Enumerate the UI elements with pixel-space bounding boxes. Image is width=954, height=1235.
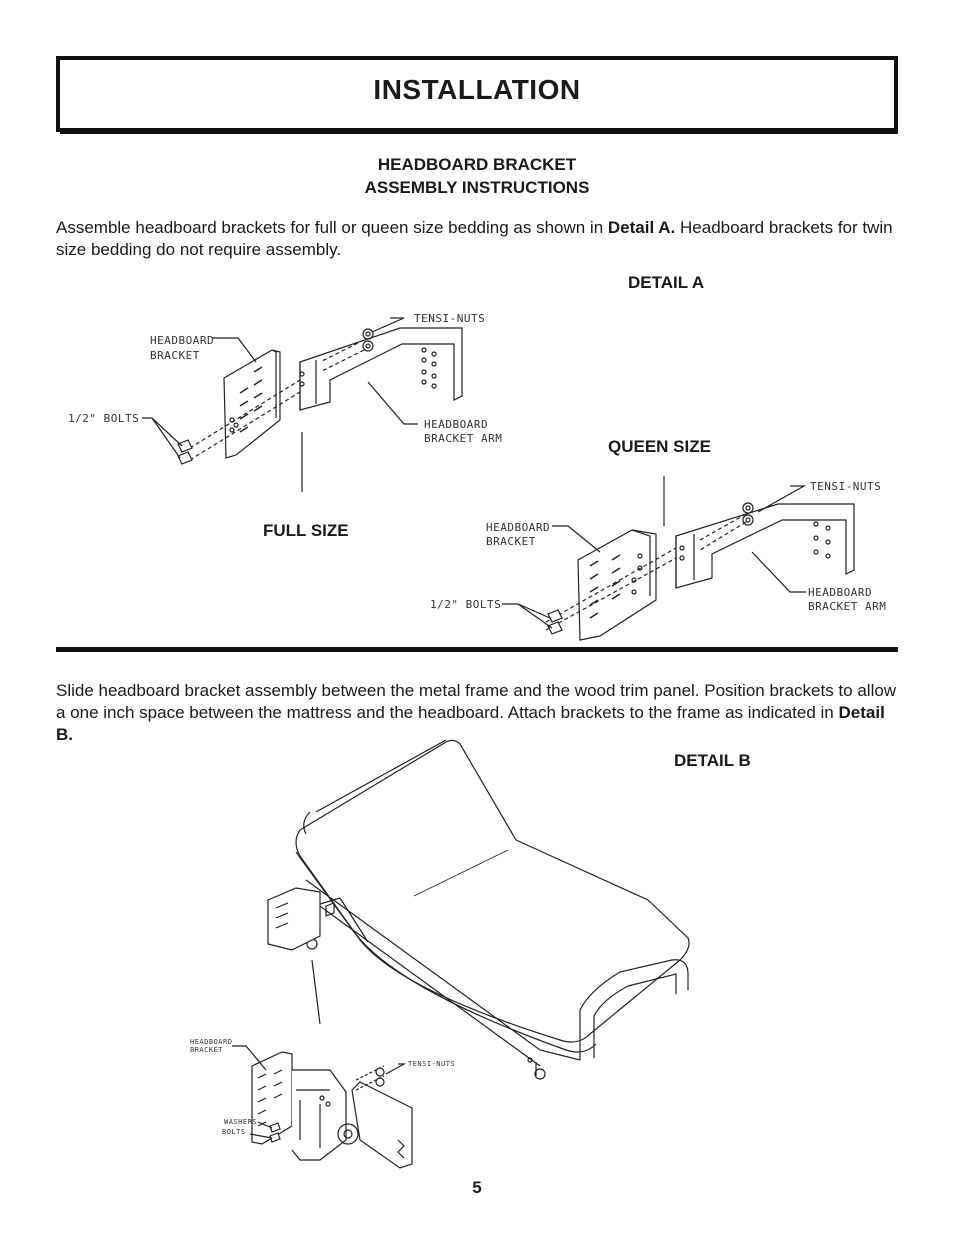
bed-illustration: [268, 740, 689, 1079]
detail-b-label: DETAIL B: [674, 751, 751, 770]
queen-tensi-nuts-label: TENSI-NUTS: [810, 480, 882, 493]
full-arm-label-2: BRACKET ARM: [424, 432, 503, 445]
para2-text: Slide headboard bracket assembly between the metal frame and the wood trim panel. Position brackets to allow a one inch space between the mattress and the headboard. Attach brackets to the frame as indicated in: [56, 681, 897, 722]
detailb-washers-label: WASHERS: [224, 1118, 258, 1126]
page-title: INSTALLATION: [373, 74, 581, 105]
queen-arm-label-2: BRACKET ARM: [808, 600, 887, 613]
detailb-bracket-label-2: BRACKET: [190, 1046, 224, 1054]
full-bracket-label-1: HEADBOARD: [150, 334, 215, 347]
full-tensi-nuts-label: TENSI-NUTS: [414, 312, 486, 325]
queen-size-label: QUEEN SIZE: [608, 437, 711, 456]
full-bolts-label: 1/2" BOLTS: [68, 412, 140, 425]
queen-arm-label-1: HEADBOARD: [808, 586, 873, 599]
queen-bolts-label: 1/2" BOLTS: [430, 598, 502, 611]
full-arm-label-1: HEADBOARD: [424, 418, 489, 431]
queen-bracket-label-1: HEADBOARD: [486, 521, 551, 534]
detailb-bolts-label: BOLTS: [222, 1128, 246, 1136]
detail-b-closeup: [232, 1046, 412, 1168]
detailb-tensi-nuts-label: TENSI-NUTS: [408, 1060, 456, 1068]
para1-text: Assemble headboard brackets for full or queen size bedding as shown in: [56, 218, 608, 237]
detailb-bracket-label-1: HEADBOARD: [190, 1038, 233, 1046]
section-heading-line2: ASSEMBLY INSTRUCTIONS: [364, 178, 590, 197]
para2-detail-ref: Detail B.: [56, 703, 885, 744]
page-number: 5: [472, 1178, 482, 1197]
para1-detail-ref: Detail A.: [607, 218, 676, 237]
para1-text-end: Headboard brackets for twin size bedding do not require assembly.: [56, 218, 893, 259]
detail-a-label: DETAIL A: [628, 273, 705, 292]
section-heading-line1: HEADBOARD BRACKET: [377, 155, 577, 174]
full-bracket-label-2: BRACKET: [150, 349, 200, 362]
full-size-label: FULL SIZE: [263, 521, 349, 540]
queen-bracket-label-2: BRACKET: [486, 535, 536, 548]
